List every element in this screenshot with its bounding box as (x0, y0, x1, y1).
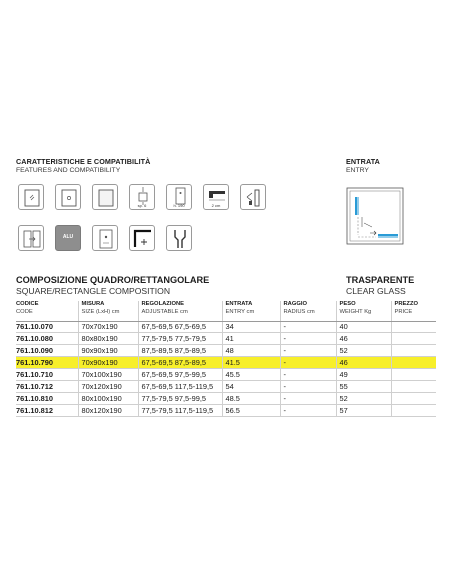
adjustable-profile-icon (166, 225, 192, 251)
cell-price (391, 333, 436, 345)
glass-panel-icon (18, 184, 44, 210)
cell-size: 70x90x190 (78, 357, 138, 369)
cell-code: 761.10.790 (16, 357, 78, 369)
cell-entry: 48.5 (222, 392, 280, 404)
cell-code: 761.10.810 (16, 392, 78, 404)
cell-price (391, 392, 436, 404)
features-heading (16, 157, 150, 175)
adjustment-label: 2 cm (211, 203, 221, 208)
cell-weight: 52 (336, 392, 391, 404)
cell-entry: 54 (222, 380, 280, 392)
cell-size: 70x100x190 (78, 369, 138, 381)
composition-title-it: COMPOSIZIONE QUADRO/RETTANGOLARE (16, 275, 210, 285)
cell-adjustable: 77,5-79,5 117,5-119,5 (138, 404, 222, 416)
features-title-en: FEATURES AND COMPATIBILITY (16, 167, 121, 174)
sliding-door-icon (18, 225, 44, 251)
header-price: PREZZO PRICE (391, 301, 436, 321)
cell-adjustable: 87,5-89,5 87,5-89,5 (138, 345, 222, 357)
cell-adjustable: 77,5-79,5 77,5-79,5 (138, 333, 222, 345)
header-weight: PESO WEIGHT Kg (336, 301, 391, 321)
cell-price (391, 380, 436, 392)
cell-size: 90x90x190 (78, 345, 138, 357)
cell-entry: 34 (222, 321, 280, 333)
entry-title-it: ENTRATA (346, 157, 380, 166)
glass-title-it: TRASPARENTE (346, 275, 415, 285)
clear-glass-icon (92, 184, 118, 210)
cell-weight: 46 (336, 333, 391, 345)
aluminium-icon (55, 225, 81, 251)
reversible-icon (240, 184, 266, 210)
header-entry: ENTRATA ENTRY cm (222, 301, 280, 321)
cell-weight: 57 (336, 404, 391, 416)
cell-radius: - (280, 404, 336, 416)
cell-size: 80x100x190 (78, 392, 138, 404)
cell-adjustable: 67,5-69,5 117,5-119,5 (138, 380, 222, 392)
height-label: h. 190 (173, 203, 185, 208)
features-title-it: CARATTERISTICHE E COMPATIBILITÀ (16, 157, 151, 166)
cell-radius: - (280, 333, 336, 345)
cell-weight: 52 (336, 345, 391, 357)
table-row-highlighted (16, 357, 436, 369)
table-row (16, 380, 436, 392)
entry-heading (346, 157, 380, 175)
cell-size: 80x80x190 (78, 333, 138, 345)
table-row (16, 392, 436, 404)
table-row (16, 333, 436, 345)
glass-title-en: CLEAR GLASS (346, 286, 406, 296)
cell-price (391, 357, 436, 369)
glass-thickness-icon (129, 184, 155, 210)
composition-heading (16, 275, 209, 297)
cell-code: 761.10.080 (16, 333, 78, 345)
feature-icons-row-1 (18, 184, 266, 210)
easy-clean-icon (92, 225, 118, 251)
cell-adjustable: 77,5-79,5 97,5-99,5 (138, 392, 222, 404)
cell-radius: - (280, 357, 336, 369)
cell-weight: 40 (336, 321, 391, 333)
cell-price (391, 321, 436, 333)
tempered-glass-icon (55, 184, 81, 210)
cell-price (391, 369, 436, 381)
entry-plan-drawing (346, 187, 406, 247)
glass-heading (346, 275, 414, 297)
cell-adjustable: 67,5-69,5 87,5-89,5 (138, 357, 222, 369)
table-row (16, 321, 436, 333)
cell-entry: 41 (222, 333, 280, 345)
cell-entry: 48 (222, 345, 280, 357)
entry-diagram (346, 187, 406, 252)
cell-price (391, 345, 436, 357)
cell-radius: - (280, 392, 336, 404)
corner-composition-icon (129, 225, 155, 251)
table-row (16, 404, 436, 416)
header-size: MISURA SIZE (LxH) cm (78, 301, 138, 321)
cell-size: 70x70x190 (78, 321, 138, 333)
aluminium-label: ALU (62, 234, 74, 240)
table-row (16, 369, 436, 381)
cell-entry: 45.5 (222, 369, 280, 381)
cell-radius: - (280, 345, 336, 357)
header-code: CODICE CODE (16, 301, 78, 321)
cell-adjustable: 67,5-69,5 97,5-99,5 (138, 369, 222, 381)
entry-title-en: ENTRY (346, 167, 369, 174)
cell-size: 80x120x190 (78, 404, 138, 416)
header-adjustable: REGOLAZIONE ADJUSTABLE cm (138, 301, 222, 321)
cell-code: 761.10.812 (16, 404, 78, 416)
table-row (16, 345, 436, 357)
cell-entry: 41.5 (222, 357, 280, 369)
table-header-row (16, 301, 436, 321)
composition-title-en: SQUARE/RECTANGLE COMPOSITION (16, 286, 171, 296)
cell-code: 761.10.090 (16, 345, 78, 357)
cell-size: 70x120x190 (78, 380, 138, 392)
cell-code: 761.10.070 (16, 321, 78, 333)
cell-radius: - (280, 369, 336, 381)
glass-thickness-label: sp. 6 (137, 203, 147, 208)
cell-weight: 49 (336, 369, 391, 381)
cell-price (391, 404, 436, 416)
cell-adjustable: 67,5-69,5 67,5-69,5 (138, 321, 222, 333)
feature-icons-row-2 (18, 225, 192, 251)
cell-weight: 55 (336, 380, 391, 392)
cell-weight: 46 (336, 357, 391, 369)
height-icon (166, 184, 192, 210)
cell-code: 761.10.710 (16, 369, 78, 381)
adjustment-icon (203, 184, 229, 210)
spec-table (16, 301, 436, 417)
cell-code: 761.10.712 (16, 380, 78, 392)
cell-entry: 56.5 (222, 404, 280, 416)
cell-radius: - (280, 380, 336, 392)
cell-radius: - (280, 321, 336, 333)
header-radius: RAGGIO RADIUS cm (280, 301, 336, 321)
